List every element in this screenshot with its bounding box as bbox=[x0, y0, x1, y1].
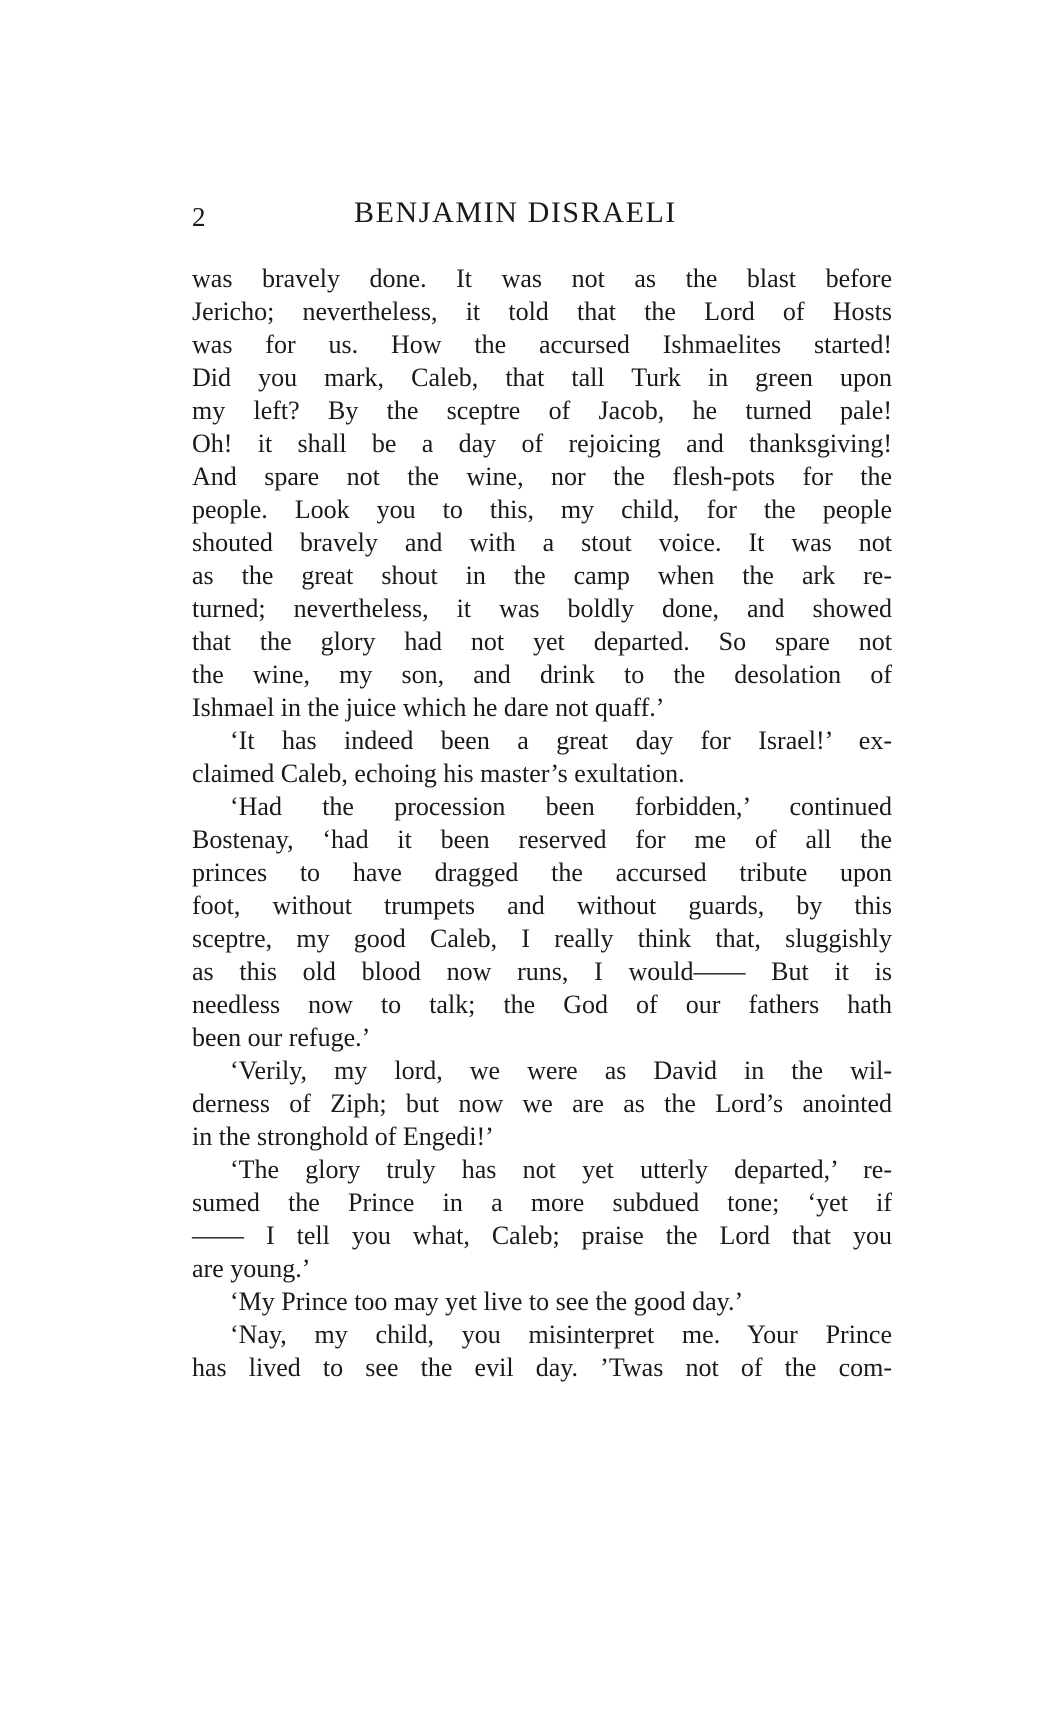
text-line: my left? By the sceptre of Jacob, he turned pale! bbox=[192, 396, 892, 425]
text-line: as this old blood now runs, I would—— But it is bbox=[192, 957, 892, 986]
text-line: needless now to talk; the God of our fathers hath bbox=[192, 990, 892, 1019]
text-line: sceptre, my good Caleb, I really think that, sluggishly bbox=[192, 924, 892, 953]
text-line: Jericho; nevertheless, it told that the Lord of Hosts bbox=[192, 297, 892, 326]
text-line: Ishmael in the juice which he dare not quaff.’ bbox=[192, 693, 665, 722]
text-line: Bostenay, ‘had it been reserved for me of all the bbox=[192, 825, 892, 854]
text-line: was for us. How the accursed Ishmaelites started! bbox=[192, 330, 892, 359]
text-line: was bravely done. It was not as the blast before bbox=[192, 264, 892, 293]
page-header bbox=[192, 196, 892, 236]
text-line: claimed Caleb, echoing his master’s exultation. bbox=[192, 759, 685, 788]
text-line: And spare not the wine, nor the flesh-pots for the bbox=[192, 462, 892, 491]
text-line: ‘Had the procession been forbidden,’ continued bbox=[230, 792, 892, 821]
text-line: princes to have dragged the accursed tribute upon bbox=[192, 858, 892, 887]
text-line: ‘Verily, my lord, we were as David in the wil- bbox=[230, 1056, 892, 1085]
running-head: BENJAMIN DISRAELI bbox=[354, 196, 678, 229]
text-line: people. Look you to this, my child, for the people bbox=[192, 495, 892, 524]
text-line: that the glory had not yet departed. So spare not bbox=[192, 627, 892, 656]
body-text bbox=[192, 262, 892, 1384]
text-line: are young.’ bbox=[192, 1254, 311, 1283]
text-line: as the great shout in the camp when the ark re- bbox=[192, 561, 892, 590]
text-line: in the stronghold of Engedi!’ bbox=[192, 1122, 494, 1151]
text-line: ‘It has indeed been a great day for Israel!’ ex- bbox=[230, 726, 892, 755]
text-line: the wine, my son, and drink to the desolation of bbox=[192, 660, 892, 689]
text-line: Oh! it shall be a day of rejoicing and thanksgiving! bbox=[192, 429, 892, 458]
text-line: turned; nevertheless, it was boldly done, and showed bbox=[192, 594, 892, 623]
text-line: ‘The glory truly has not yet utterly departed,’ re- bbox=[230, 1155, 892, 1184]
text-line: derness of Ziph; but now we are as the Lord’s anointed bbox=[192, 1089, 892, 1118]
text-line: shouted bravely and with a stout voice. It was not bbox=[192, 528, 892, 557]
text-line: ‘Nay, my child, you misinterpret me. Your Prince bbox=[230, 1320, 892, 1349]
text-line: —— I tell you what, Caleb; praise the Lord that you bbox=[192, 1221, 892, 1250]
text-line: ‘My Prince too may yet live to see the good day.’ bbox=[230, 1287, 744, 1316]
text-line: has lived to see the evil day. ’Twas not of the com- bbox=[192, 1353, 892, 1382]
page-number: 2 bbox=[192, 202, 206, 232]
text-line: been our refuge.’ bbox=[192, 1023, 371, 1052]
text-line: Did you mark, Caleb, that tall Turk in green upon bbox=[192, 363, 892, 392]
text-line: foot, without trumpets and without guards, by this bbox=[192, 891, 892, 920]
text-line: sumed the Prince in a more subdued tone; ‘yet if bbox=[192, 1188, 892, 1217]
